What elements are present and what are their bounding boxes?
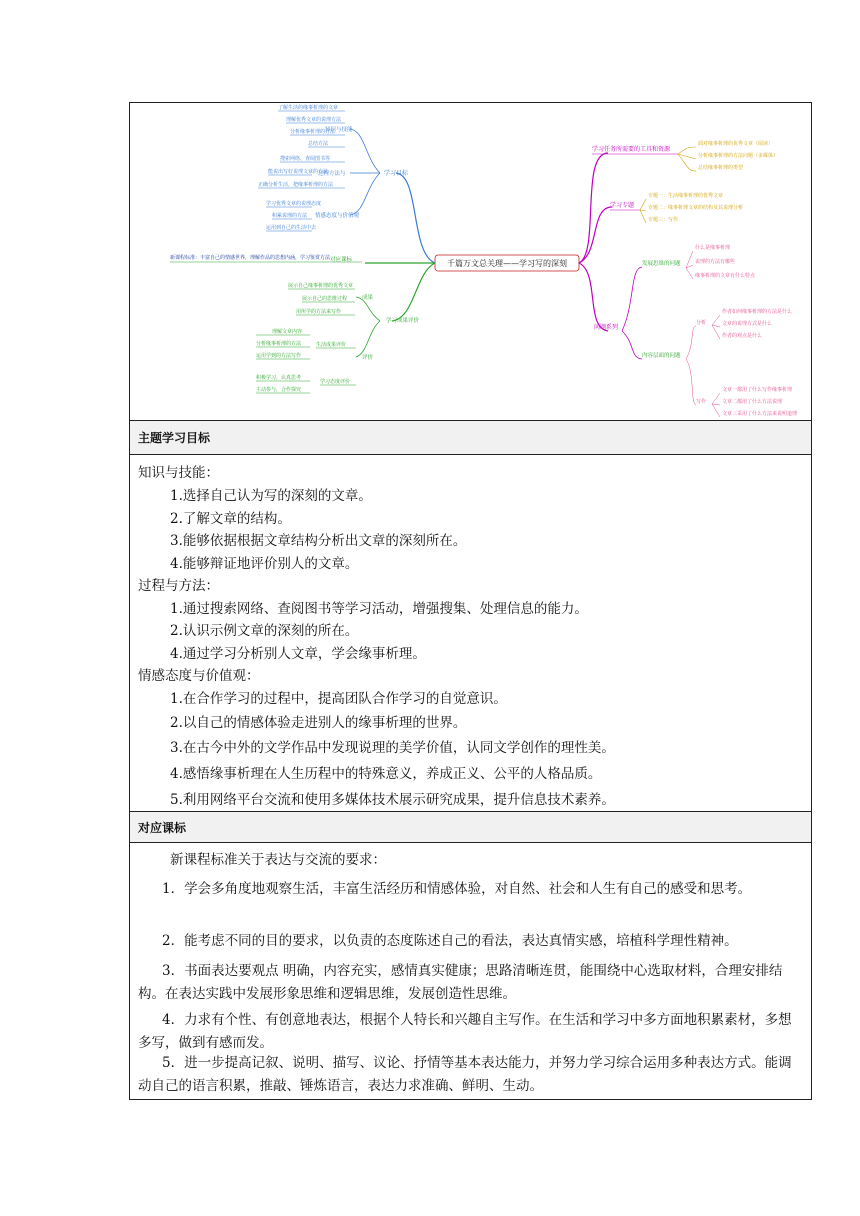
mm-goal-sub2-item: 搜索网络、查阅图书等 xyxy=(280,156,331,162)
mm-tools-item: 面对缘事析理的优秀文章（阅读） xyxy=(698,141,774,147)
mm-goal-sub3-item: 积累说理的方法 xyxy=(272,213,308,219)
mm-goal-sub2-item: 能说出写好说理文章的方法 xyxy=(268,169,329,175)
standard-item: 4．力求有个性、有创意地表达，根据个人特长和兴趣自主写作。在生活和学习中多方面地积累素材，多想多写，做到有感而发。 xyxy=(138,1012,792,1051)
standards-content xyxy=(130,843,811,1101)
mm-questions: 问题系列 xyxy=(594,324,619,331)
mm-eval-sub2b: 学习态度评价 xyxy=(320,379,351,385)
goal-item: 1.选择自己认为写的深刻的文章。 xyxy=(170,488,372,504)
mindmap-diagram xyxy=(130,103,810,421)
mm-eval-sub2b-item: 积极学习，认真思考 xyxy=(256,375,302,381)
mm-eval-sub2a: 生活成果评价 xyxy=(316,342,347,348)
mm-q-content-b-item: 文章二都用了什么方法说理 xyxy=(722,399,783,405)
mm-q-content-a-item: 作者的观点是什么 xyxy=(722,333,763,339)
mm-goal-sub3: 情感态度与价值观 xyxy=(315,213,360,219)
goal-item: 3.在古今中外的文学作品中发现说理的美学价值，认同文学创作的理性美。 xyxy=(170,740,615,756)
mindmap-center xyxy=(435,255,579,271)
standards-intro: 新课程标准关于表达与交流的要求： xyxy=(170,852,386,868)
mm-tools-item: 分析缘事析理的方法问题（多媒体） xyxy=(698,153,779,159)
mm-eval-sub2a-item: 分析缘事析理的方法 xyxy=(256,341,302,347)
mm-eval-sub1-item: 展示自己的思维过程 xyxy=(302,296,348,302)
mindmap-center-text: 千篇万文总关理——学习写的深刻 xyxy=(447,259,567,268)
standard-item: 3．书面表达要观点 明确，内容充实，感情真实健康；思路清晰连贯，能围绕中心选取材料，合理安排结构。在表达实践中发展形象思维和逻辑思维，发展创造性思维。 xyxy=(138,963,783,1002)
mm-eval-sub2b-item: 主动参与，合作探究 xyxy=(256,387,302,393)
goal-item: 2.认识示例文章的深刻的所在。 xyxy=(170,623,359,639)
goal-item: 3.能够依据根据文章结构分析出文章的深刻所在。 xyxy=(170,533,467,549)
goal-item: 2.以自己的情感体验走进别人的缘事析理的世界。 xyxy=(170,715,467,731)
mm-q-basic-item: 什么是缘事析理 xyxy=(695,245,731,251)
goal-category: 知识与技能： xyxy=(138,465,219,481)
mm-eval-sub1: 成果 xyxy=(362,295,374,301)
mm-standard: 新课程标准：丰富自己的情感世界，理解作品的思想内涵，学习鉴赏方法 xyxy=(170,255,331,261)
mm-q-content-a-item: 文章的说理方式是什么 xyxy=(722,321,773,327)
mm-q-content-a-item: 作者如何缘事析理的方法是什么 xyxy=(722,309,793,315)
mm-q-basic-item: 缘事析理的文章有什么特点 xyxy=(695,273,756,279)
mm-q-content: 内容层面的问题 xyxy=(642,353,681,359)
mm-q-content-b-item: 文章三采用了什么方法来说明道理 xyxy=(722,411,798,417)
goal-item: 4.感悟缘事析理在人生历程中的特殊意义，养成正义、公平的人格品质。 xyxy=(170,766,602,782)
mm-goal-sub1-item: 理解优秀文章的说理方法 xyxy=(286,117,342,123)
mm-eval-sub2a-item: 运用学到的方法写作 xyxy=(256,353,302,359)
mm-goal-sub1: 知识与技能 xyxy=(325,127,353,133)
mm-goal-sub3-item: 运用到自己的生活中去 xyxy=(266,225,317,231)
section-title: 对应课标 xyxy=(138,820,187,835)
mm-goal-sub1-item: 了解生活的缘事析理的文章 xyxy=(278,105,339,111)
goal-item: 1.在合作学习的过程中，提高团队合作学习的自觉意识。 xyxy=(170,691,507,707)
goal-item: 4.能够辩证地评价别人的文章。 xyxy=(170,556,359,572)
section-header-goals xyxy=(130,421,811,455)
lesson-table xyxy=(129,102,812,1100)
mm-eval-sub2a-item: 理解文章内容 xyxy=(272,329,303,335)
mm-standard-tag: 对应课标 xyxy=(330,257,353,263)
mm-q-content-a: 分析 xyxy=(696,320,707,326)
mm-q-content-b: 写作 xyxy=(696,399,707,405)
mm-topic-item: 专题二：缘事析理文章的结构及其说理分析 xyxy=(648,205,744,211)
goal-category: 过程与方法： xyxy=(138,578,219,594)
mm-tools: 学习任务所需要的工具和资源 xyxy=(592,146,671,153)
mm-goal-sub1-item: 分析缘事析理的方法 xyxy=(290,129,336,135)
mm-goal-sub3-item: 学习优秀文章的说理态度 xyxy=(266,201,322,207)
goal-item: 5.利用网络平台交流和使用多媒体技术展示研究成果，提升信息技术素养。 xyxy=(170,792,615,808)
mm-topic-item: 专题一：生活缘事析理的优秀文章 xyxy=(648,193,724,199)
mm-q-basic-item: 说理的方法有哪些 xyxy=(695,259,736,265)
standard-item: 5．进一步提高记叙、说明、描写、议论、抒情等基本表达能力，并努力学习综合运用多种表达方式。能调动自己的语言积累，推敲、锤炼语言，表达力求准确、鲜明、生动。 xyxy=(138,1055,792,1094)
mm-goal-sub2: 过程方法与 xyxy=(318,171,346,177)
mm-topic-item: 专题三：写作 xyxy=(648,217,679,223)
goals-content xyxy=(130,455,811,811)
mm-eval: 学习成果评价 xyxy=(386,318,420,324)
section-header-standards xyxy=(130,811,811,843)
mm-q-content-b-item: 文章一都用了什么写作缘事析理 xyxy=(722,387,793,393)
mm-eval-sub2: 评价 xyxy=(362,355,374,361)
mm-goal: 学习目标 xyxy=(384,170,409,177)
mm-eval-sub1-item: 展示自己缘事析理的优秀文章 xyxy=(288,283,354,289)
mm-tools-item: 总结缘事析理的类型 xyxy=(698,165,744,171)
goal-item: 1.通过搜索网络、查阅图书等学习活动，增强搜集、处理信息的能力。 xyxy=(170,601,588,617)
mm-goal-sub2-item: 正确分析生活，把缘事析理的方法 xyxy=(258,182,334,188)
mm-goal-sub1-item: 总结方法 xyxy=(308,141,329,147)
section-title: 主题学习目标 xyxy=(138,431,211,445)
mm-eval-sub1-item: 用所学的方法来写作 xyxy=(296,309,342,315)
goal-category: 情感态度与价值观： xyxy=(138,668,260,684)
mindmap-panel xyxy=(130,103,811,421)
standard-item: 1．学会多角度地观察生活，丰富生活经历和情感体验，对自然、社会和人生有自己的感受和思考。 xyxy=(162,881,752,897)
goal-item: 4.通过学习分析别人文章，学会缘事析理。 xyxy=(170,646,426,662)
goal-item: 2.了解文章的结构。 xyxy=(170,511,291,527)
mm-topic: 学习专题 xyxy=(610,202,635,209)
mm-q-basic: 发展思维的问题 xyxy=(642,261,681,267)
standard-item: 2．能考虑不同的目的要求，以负责的态度陈述自己的看法，表达真情实感，培植科学理性精神。 xyxy=(162,933,738,949)
